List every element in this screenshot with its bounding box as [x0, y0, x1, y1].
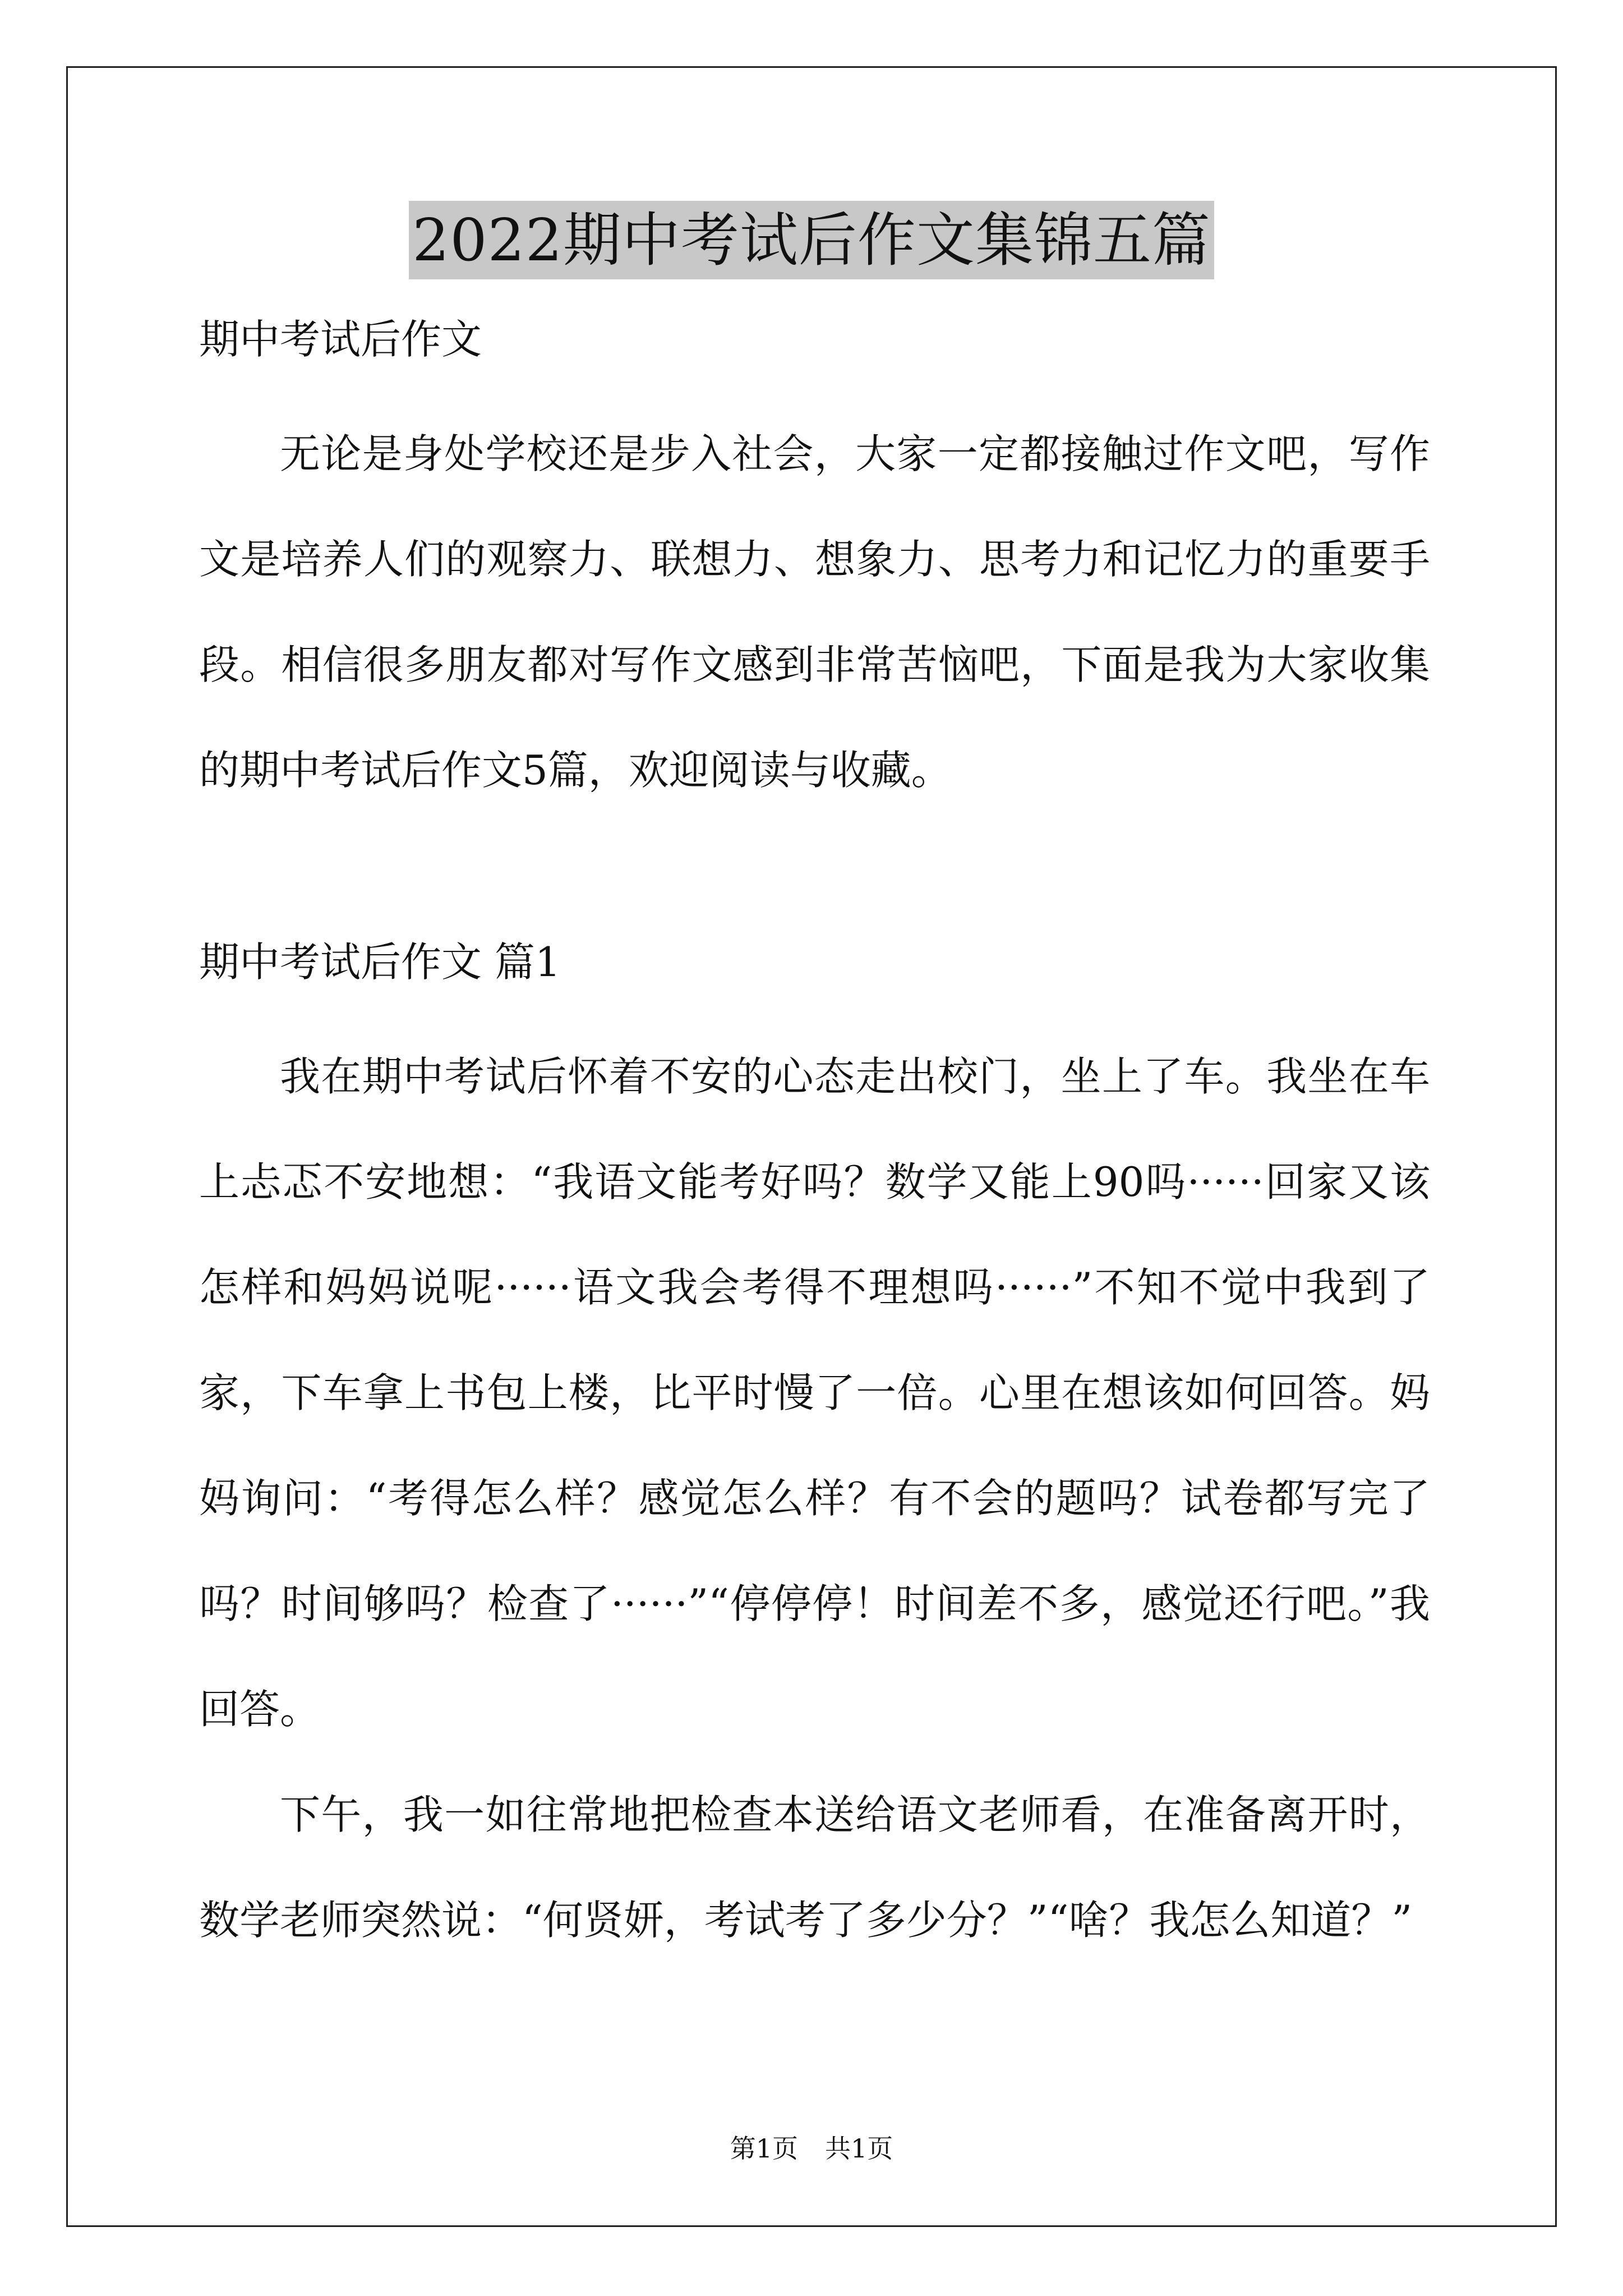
- title-wrap: [0, 201, 1623, 279]
- page-number-current: 第1页: [730, 2133, 798, 2164]
- essay-1-paragraph-1: 我在期中考试后怀着不安的心态走出校门，坐上了车。我坐在车上忐忑不安地想：“我语文能考好吗？数学又能上90吗······回家又该怎样和妈妈说呢······语文我会考得不理想吗······”不知不觉中我到了家，下车拿上书包上楼，比平时慢了一倍。心里在想该如何回答。妈妈询问：“考得怎么样？感觉怎么样？有不会的题吗？试卷都写完了吗？时间够吗？检查了······”“停停停！时间差不多，感觉还行吧。”我回答。: [199, 1053, 1430, 1733]
- essay-1-heading: 期中考试后作文 篇1: [199, 938, 561, 986]
- spacer: [199, 990, 1430, 1024]
- document-body: [199, 311, 1430, 1973]
- document-title: 2022期中考试后作文集锦五篇: [409, 201, 1214, 279]
- intro-heading: 期中考试后作文: [199, 316, 482, 363]
- page-number-total: 共1页: [825, 2133, 893, 2164]
- intro-paragraph: 无论是身处学校还是步入社会，大家一定都接触过作文吧，写作文是培养人们的观察力、联想力、想象力、思考力和记忆力的重要手段。相信很多朋友都对写作文感到非常苦恼吧，下面是我为大家收集的期中考试后作文5篇，欢迎阅读与收藏。: [199, 430, 1430, 794]
- essay-1-paragraph-2: 下午，我一如往常地把检查本送给语文老师看，在准备离开时，数学老师突然说：“何贤妍，考试考了多少分？”“啥？我怎么知道？”: [199, 1791, 1430, 1944]
- page-footer: [0, 2132, 1623, 2165]
- spacer: [199, 823, 1430, 934]
- spacer: [199, 367, 1430, 401]
